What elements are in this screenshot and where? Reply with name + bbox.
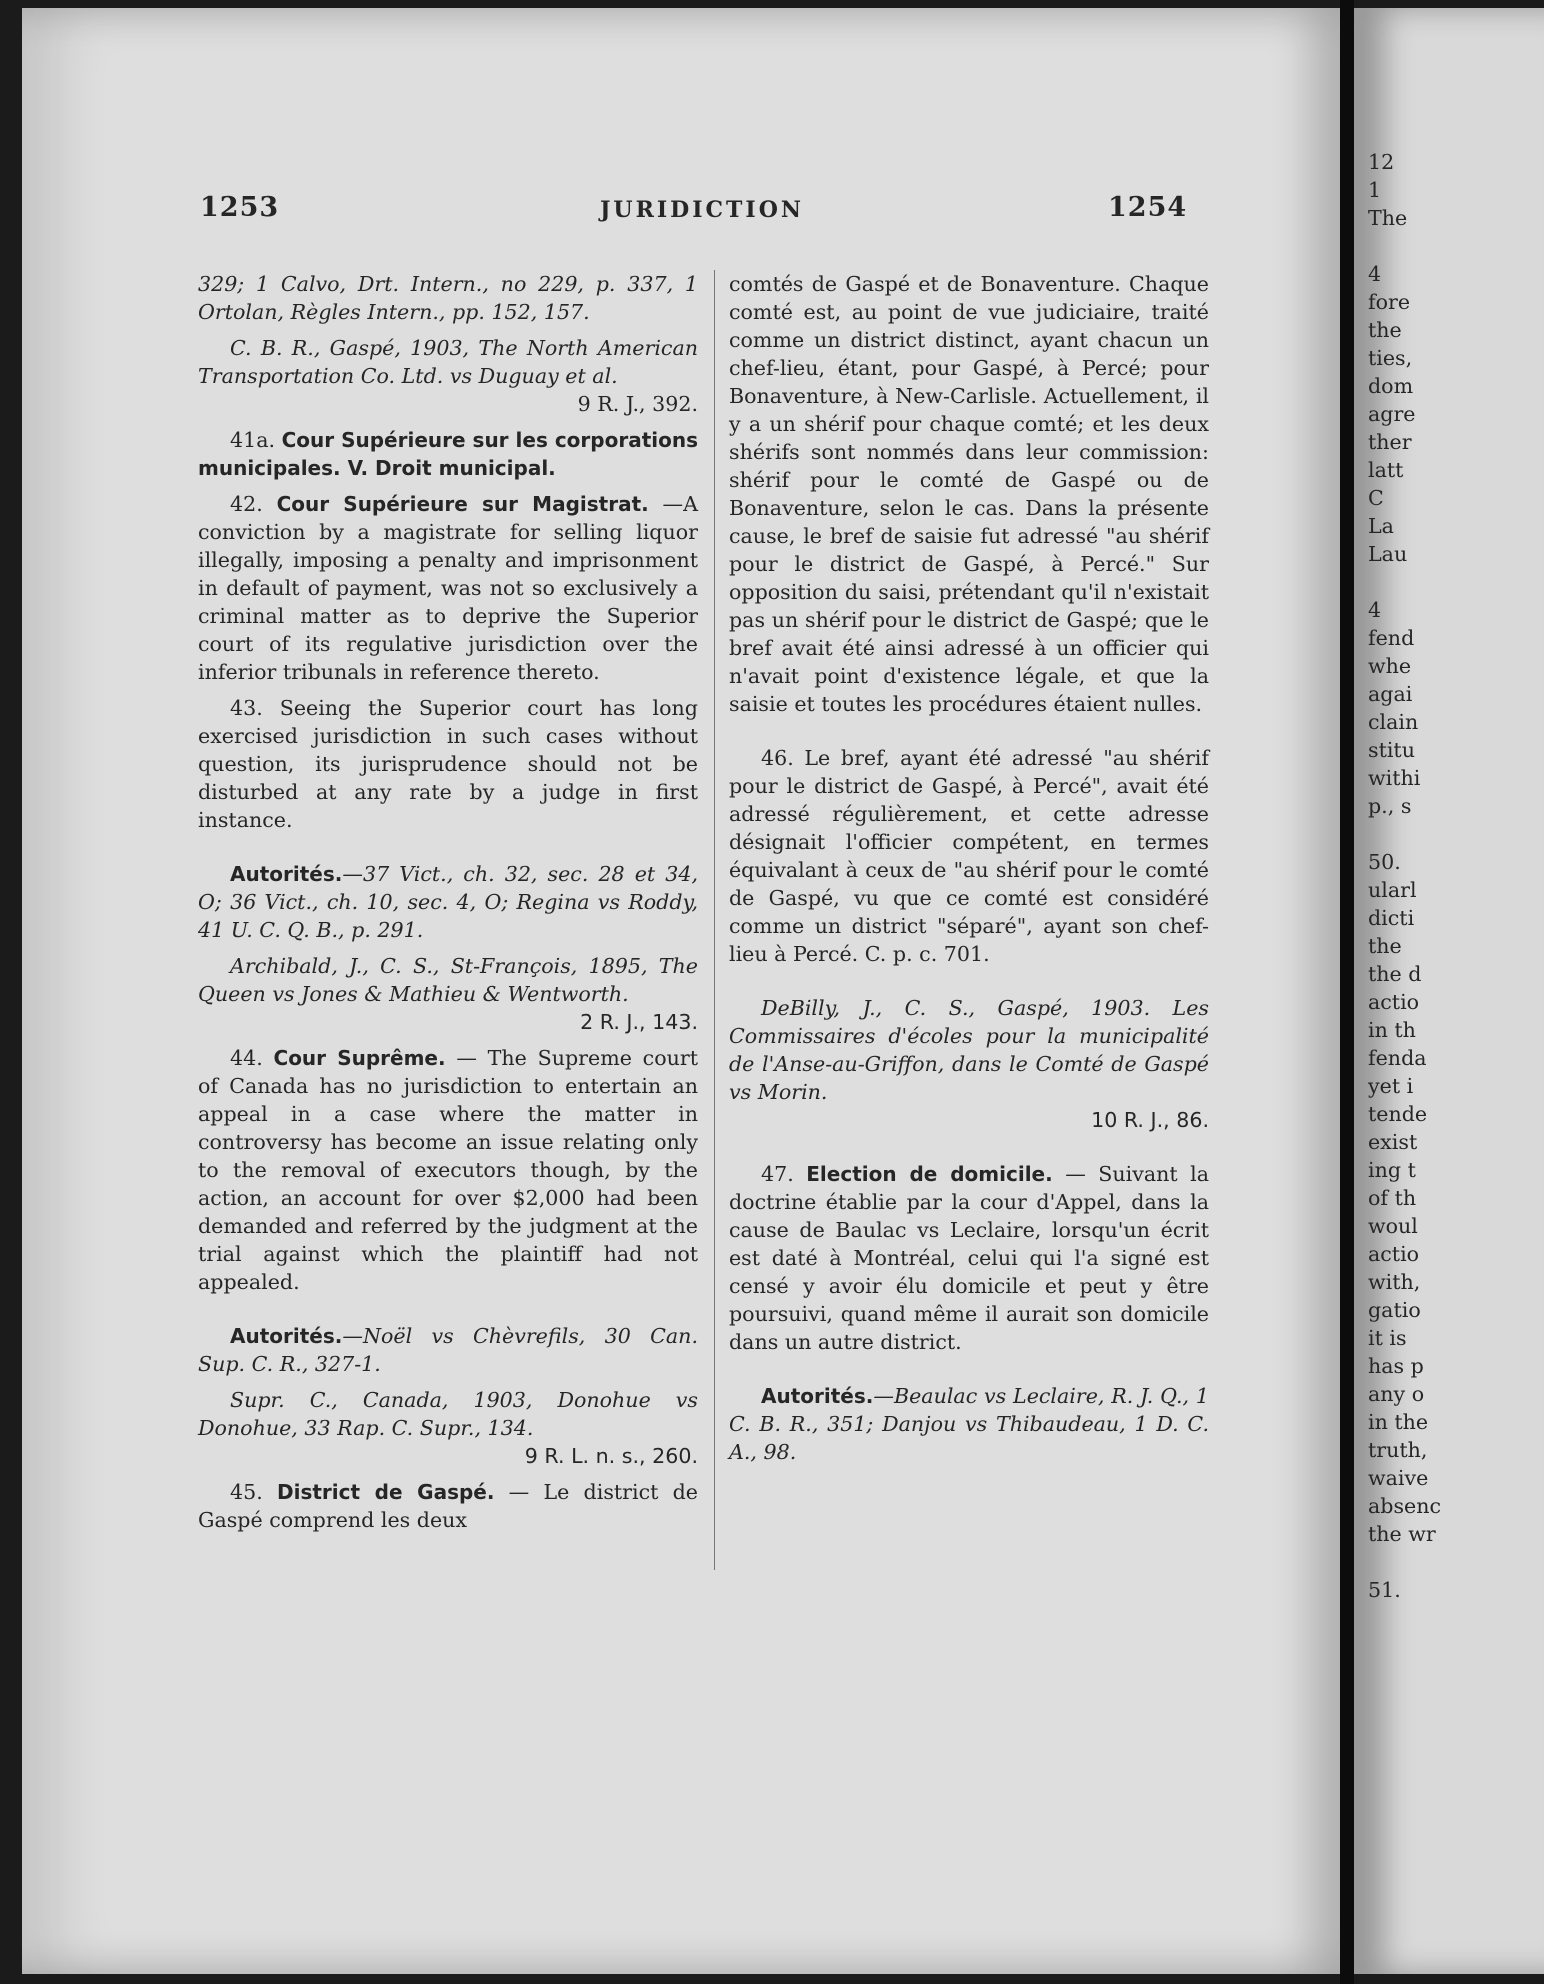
authorities-body: —Beaulac vs Leclaire, R. J. Q., 1 C. B. R., 351; Danjou vs Thibaudeau, 1 D. C. A., 98. [729,1384,1209,1464]
facing-page-fragment: of th [1368,1186,1417,1210]
paragraph-title: Cour Supérieure sur les corporations municipales. V. Droit municipal. [198,428,698,480]
facing-page-fragment: exist [1368,1130,1418,1154]
facing-page-fragment: 4 [1368,262,1382,286]
citation-north-american [198,334,698,418]
citation-archibald [198,952,698,1036]
facing-page-fragment: gatio [1368,1298,1421,1322]
facing-page-fragment: has p [1368,1354,1424,1378]
paragraph-number: 44. [230,1046,263,1070]
facing-page-edge [1354,8,1544,1974]
citation-text: DeBilly, J., C. S., Gaspé, 1903. Les Commissaires d'écoles pour la municipalité de l'Anse-au-Griffon, dans le Comté de Gaspé vs Morin. [729,996,1209,1104]
paragraph-number: 41a. [230,428,276,452]
facing-page-fragment: 50. [1368,850,1401,874]
facing-page-fragment: 51. [1368,1578,1401,1602]
facing-page-fragment: The [1368,206,1408,230]
paragraph-47 [729,1160,1209,1356]
facing-page-fragment [1368,568,1544,596]
citation-ref: 10 R. J., 86. [1091,1108,1209,1132]
paragraph-body: —A conviction by a magistrate for selling liquor illegally, imposing a penalty and imprisonment in default of payment, was not so exclusively a criminal matter as to deprive the Superior court of its regulative jurisdiction over the inferior tribunals in reference thereto. [198,492,698,684]
authorities-label: Autorités. [761,1384,874,1408]
authorities-body: —Noël vs Chèvrefils, 30 Can. Sup. C. R., 327-1. [198,1324,698,1376]
paragraph-44 [198,1044,698,1296]
facing-page-fragment: 1 [1368,178,1382,202]
citation-donohue [198,1386,698,1470]
facing-page-fragment: p., s [1368,794,1412,818]
facing-page-fragment: absenc [1368,1494,1442,1518]
facing-page-fragment: clain [1368,710,1419,734]
facing-page-fragment [1368,1548,1544,1576]
paragraph-41a [198,426,698,482]
facing-page-fragment: agre [1368,402,1416,426]
paragraph-title: District de Gaspé. [276,1480,495,1504]
facing-page-fragment: ing t [1368,1158,1416,1182]
facing-page-fragment: in th [1368,1018,1416,1042]
citation-ref: 9 R. J., 392. [577,392,698,416]
left-page-number: 1253 [200,192,280,223]
citation-ref: 9 R. L. n. s., 260. [524,1444,698,1468]
left-column [198,270,698,1542]
facing-page-fragment: agai [1368,682,1413,706]
authorities-3 [729,1382,1209,1466]
paragraph-body: — The Supreme court of Canada has no jurisdiction to entertain an appeal in a case where the matter in controversy has become an issue relating only to the removal of executors though, by the action, an account for over $2,000 had been demanded and referred by the judgment at the trial against which the plaintiff had not appealed. [198,1046,698,1294]
facing-page-fragment: woul [1368,1214,1418,1238]
facing-page-fragment: the [1368,318,1402,342]
paragraph-title: Cour Suprême. [273,1046,446,1070]
facing-page-fragment: in the [1368,1410,1429,1434]
paragraph-title: Election de domicile. [806,1162,1053,1186]
facing-page-fragment: stitu [1368,738,1415,762]
citation-text: Supr. C., Canada, 1903, Donohue vs Donohue, 33 Rap. C. Supr., 134. [198,1388,698,1440]
citation-ref: 2 R. J., 143. [580,1010,698,1034]
authorities-label: Autorités. [230,1324,343,1348]
paragraph-45 [198,1478,698,1534]
facing-page-fragment: waive [1368,1466,1429,1490]
authorities-label: Autorités. [230,862,343,886]
citation-text: Archibald, J., C. S., St-François, 1895, The Queen vs Jones & Mathieu & Wentworth. [198,954,698,1006]
facing-page-fragment: with, [1368,1270,1421,1294]
citation-debilly [729,994,1209,1134]
column-divider [714,270,715,1570]
facing-page-fragment: withi [1368,766,1421,790]
book-gutter [1340,0,1354,1984]
facing-page-fragment: truth, [1368,1438,1428,1462]
facing-page-fragment: actio [1368,990,1420,1014]
facing-page-fragment: actio [1368,1242,1420,1266]
facing-page-fragment: La [1368,514,1394,538]
facing-page-fragment: any o [1368,1382,1425,1406]
facing-page-fragment: dom [1368,374,1414,398]
citation-text: C. B. R., Gaspé, 1903, The North American Transportation Co. Ltd. vs Duguay et al. [198,336,698,388]
authorities-body: —37 Vict., ch. 32, sec. 28 et 34, O; 36 Vict., ch. 10, sec. 4, O; Regina vs Roddy, 41 U. C. Q. B., p. 291. [198,862,698,942]
paragraph-title: Cour Supérieure sur Magistrat. [276,492,649,516]
facing-page-fragment [1368,232,1544,260]
facing-page-fragment: C [1368,486,1384,510]
paragraph-43: 43. Seeing the Superior court has long exercised jurisdiction in such cases without question, its jurisprudence should not be disturbed at any rate by a judge in first instance. [198,696,698,832]
facing-page-fragment: ties, [1368,346,1413,370]
paragraph-body: — Suivant la doctrine établie par la cour d'Appel, dans la cause de Baulac vs Leclaire, lorsqu'un écrit est daté à Montréal, celui qui l'a signé est censé y avoir élu domicile et peut y être poursuivi, quand même il aurait son domicile dans un autre district. [729,1162,1209,1354]
facing-page-fragment: whe [1368,654,1412,678]
facing-page-text [1368,148,1544,1604]
right-page-number: 1254 [1108,192,1188,223]
paragraph-number: 47. [761,1162,794,1186]
paragraph-42 [198,490,698,686]
paragraph-calvo: 329; 1 Calvo, Drt. Intern., no 229, p. 337, 1 Ortolan, Règles Intern., pp. 152, 157. [198,272,698,324]
facing-page-fragment: the wr [1368,1522,1436,1546]
paragraph-number: 42. [230,492,263,516]
facing-page-fragment: ther [1368,430,1412,454]
facing-page-fragment: Lau [1368,542,1408,566]
facing-page-fragment: latt [1368,458,1404,482]
authorities-1 [198,860,698,944]
facing-page-fragment: it is [1368,1326,1407,1350]
facing-page-fragment: the d [1368,962,1422,986]
paragraph-body: — Le district de Gaspé comprend les deux [198,1480,698,1532]
facing-page-fragment: fenda [1368,1046,1427,1070]
facing-page-fragment: fore [1368,290,1411,314]
authorities-2 [198,1322,698,1378]
facing-page-fragment: ularl [1368,878,1417,902]
facing-page-fragment: dicti [1368,906,1415,930]
facing-page-fragment: the [1368,934,1402,958]
facing-page-fragment: fend [1368,626,1415,650]
running-head: JURIDICTION [600,197,804,223]
facing-page-fragment: yet i [1368,1074,1414,1098]
facing-page-fragment: 4 [1368,598,1382,622]
paragraph-45-continued: comtés de Gaspé et de Bonaventure. Chaque comté est, au point de vue judiciaire, traité comme un district distinct, ayant chacun un chef-lieu, étant, pour Gaspé, à Percé; pour Bonaventure, à New-Carlisle. Actuellement, il y a un shérif pour chaque comté; et les deux shérifs sont nommés dans leur commission: shérif pour le comté de Gaspé ou de Bonaventure, selon le cas. Dans la présente cause, le bref de saisie fut adressé "au shérif pour le district de Gaspé, à Percé." Sur opposition du saisi, prétendant qu'il n'existait pas un shérif pour le district de Gaspé; que le bref avait été ainsi adressé à un officier qui n'avait point d'existence légale, et que la saisie et toutes les procédures étaient nulles. [729,272,1209,716]
facing-page-fragment: tende [1368,1102,1428,1126]
facing-page-fragment [1368,820,1544,848]
paragraph-number: 45. [230,1480,263,1504]
paragraph-46: 46. Le bref, ayant été adressé "au shérif pour le district de Gaspé, à Percé", avait été adressé régulièrement, et cette adresse désignait l'officier compétent, en termes équivalant à ceux de "au shérif pour le comté de Gaspé, vu que ce comté est considéré comme un district "séparé", ayant son chef-lieu à Percé. C. p. c. 701. [729,746,1209,966]
facing-page-fragment: 12 [1368,150,1395,174]
right-column [729,270,1209,1474]
